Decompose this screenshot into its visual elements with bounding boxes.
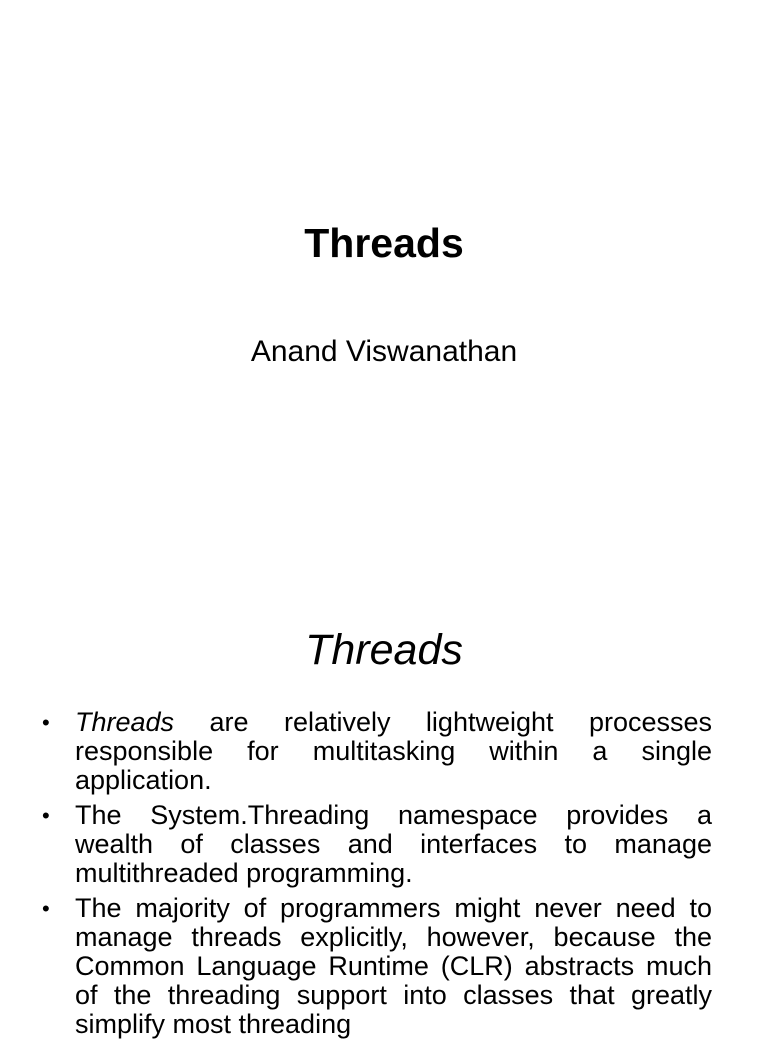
slide-title-heading: Threads — [304, 220, 464, 266]
bullet-text: are relatively lightweight processes responsible for multitasking within a single application. — [75, 707, 712, 795]
bullet-list — [0, 708, 768, 1045]
bullet-dot: • — [42, 896, 50, 921]
slide-threads — [0, 580, 768, 1039]
bullet-dot: • — [42, 803, 50, 828]
slide-heading: Threads — [305, 626, 463, 674]
bullet-dot: • — [42, 710, 50, 735]
bullet-emphasis: Threads — [75, 707, 175, 737]
bullet-item — [0, 708, 768, 795]
bullet-item — [0, 801, 768, 888]
bullet-item — [0, 894, 768, 1039]
bullet-text: The System.Threading namespace provides a wealth of classes and interfaces to manage multithreaded programming. — [75, 800, 712, 888]
bullet-text: The majority of programmers might never need to manage threads explicitly, however, because the Common Language Runtime (CLR) abstracts much of the threading support into classes that greatly simplify most threading — [75, 893, 712, 1039]
slide-author: Anand Viswanathan — [250, 335, 518, 368]
